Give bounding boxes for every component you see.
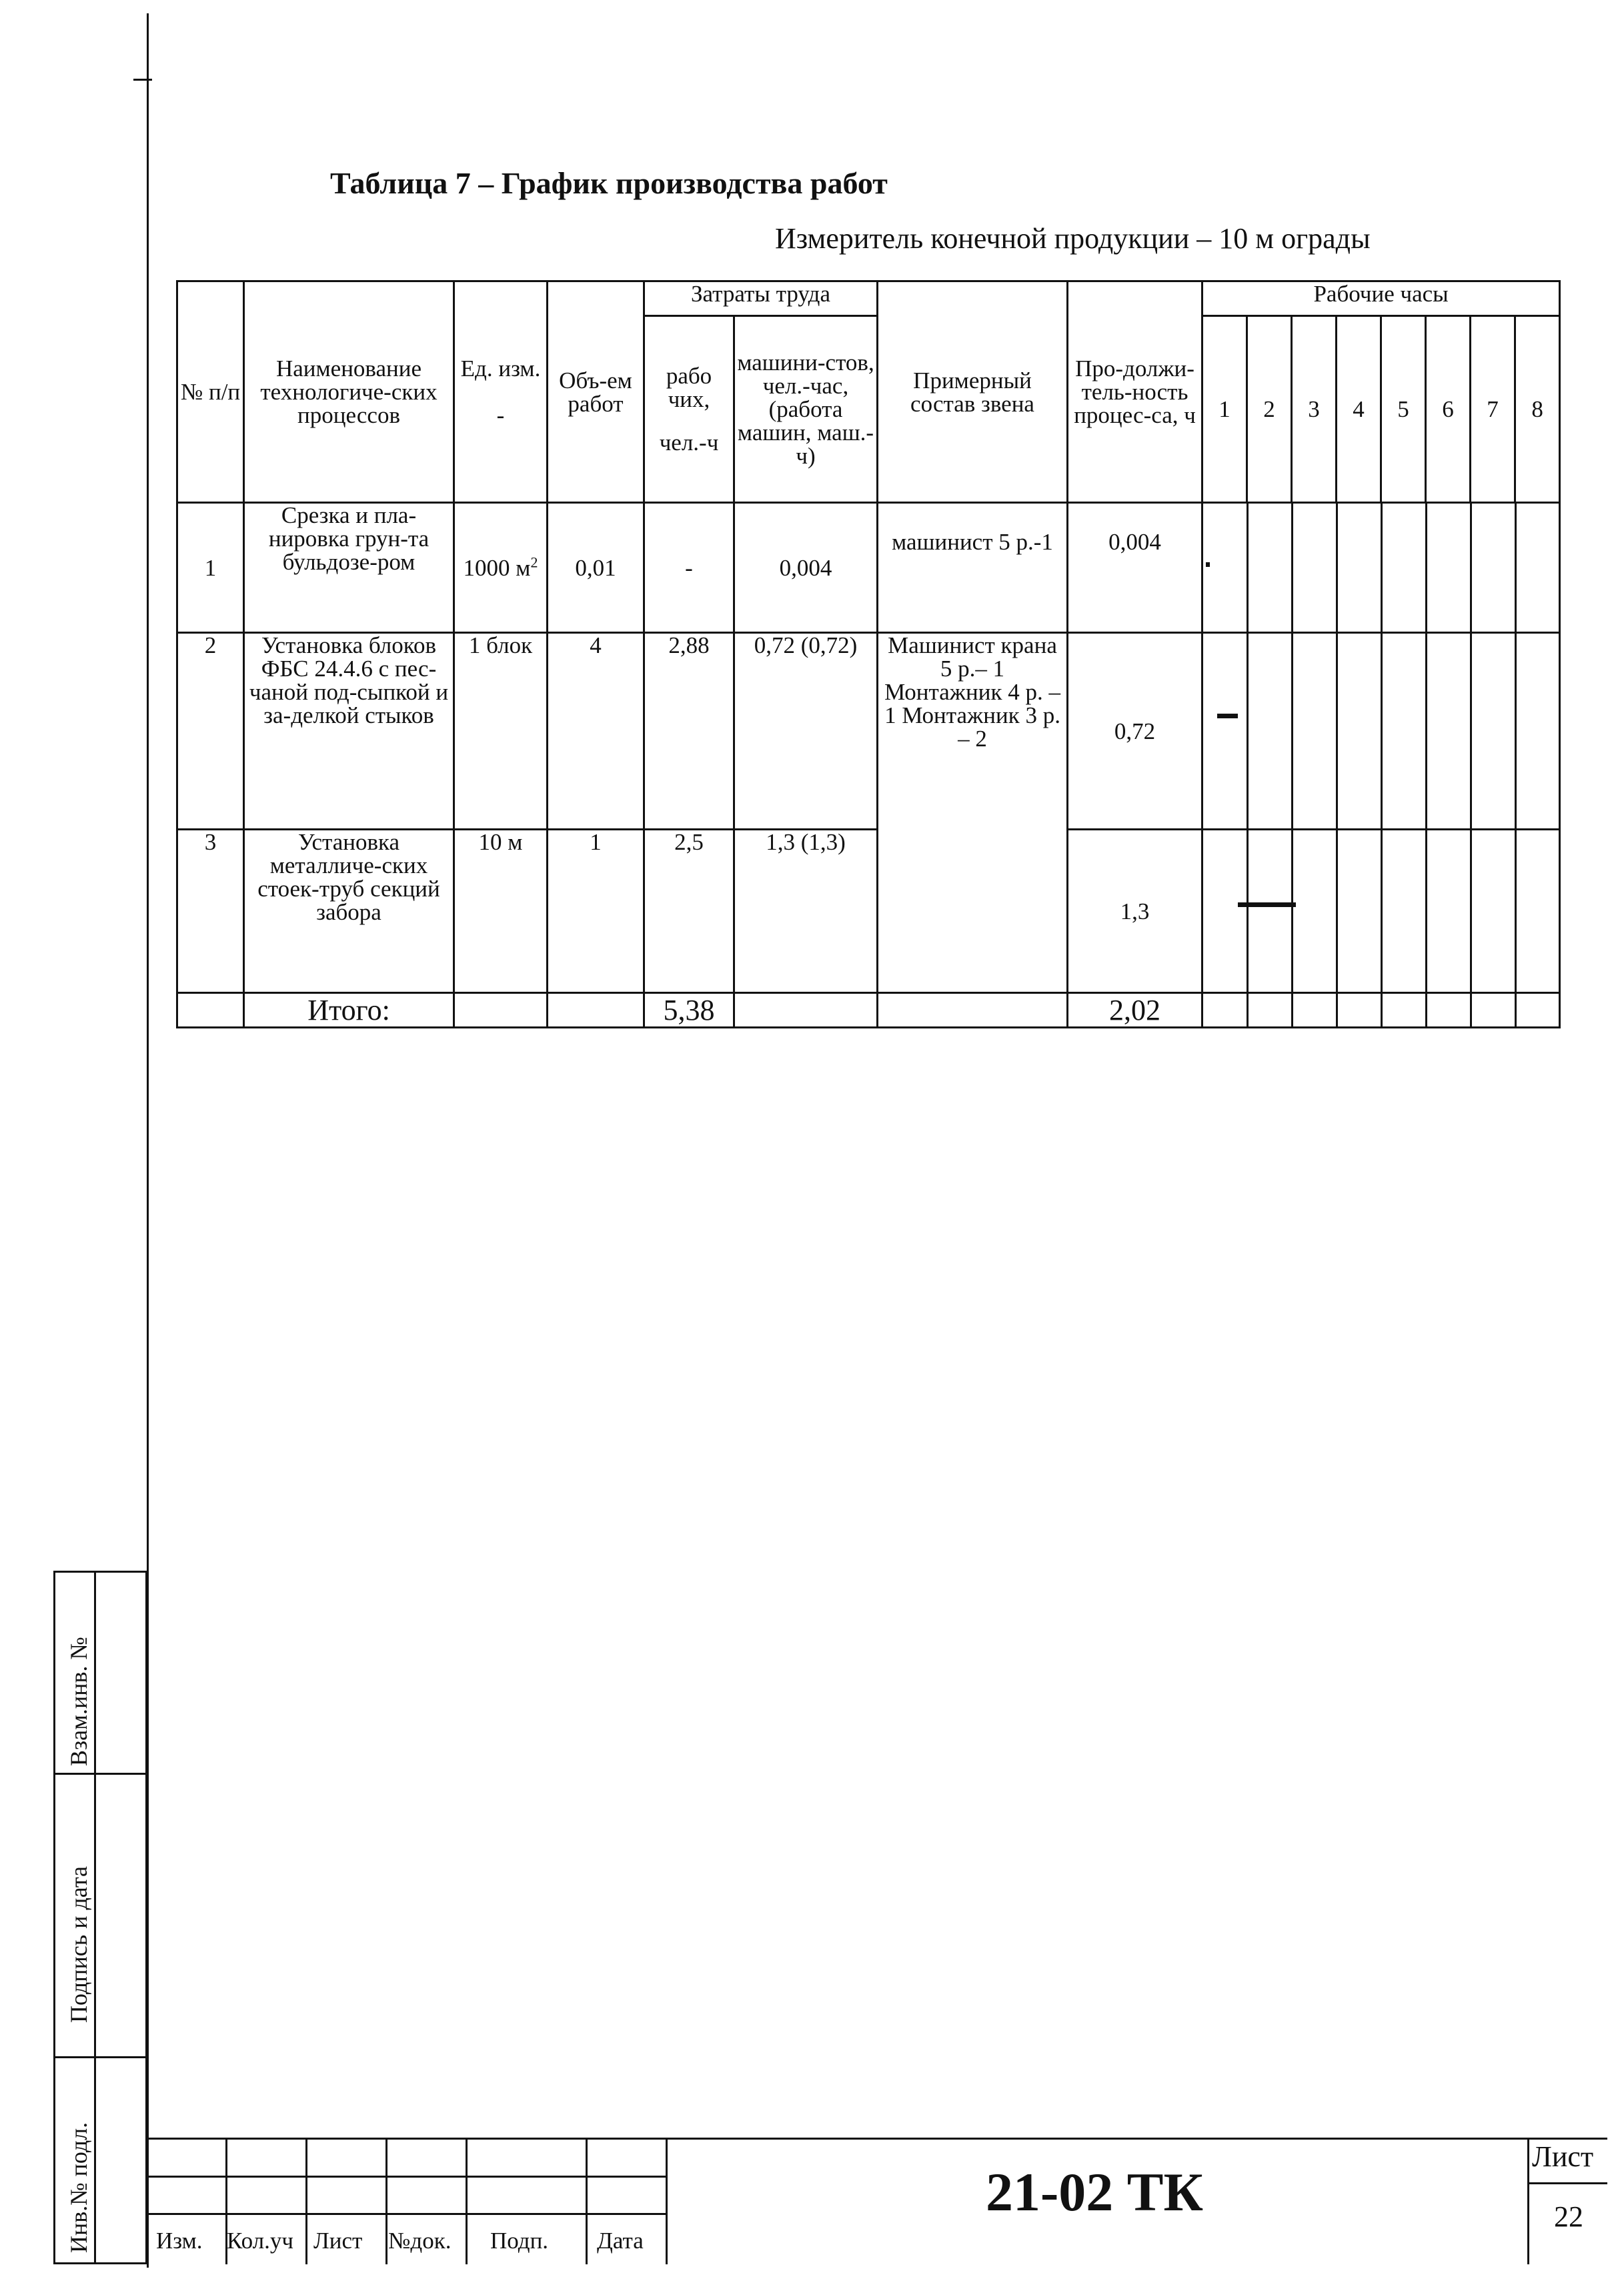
- row-machinists: 0,004: [734, 503, 878, 633]
- total-row: [177, 993, 1560, 1028]
- row-volume: 4: [548, 633, 644, 830]
- gantt-bar: [1217, 714, 1238, 718]
- row-crew: Машинист крана 5 р.– 1 Монтажник 4 р. – 1 Монтажник 3 р. – 2: [878, 633, 1068, 993]
- row-gantt-area: [1202, 633, 1560, 830]
- stamp-field-signature: Подпись и дата: [65, 1866, 92, 2023]
- header-hour-4: 4: [1337, 316, 1381, 503]
- header-labor-group: Затраты труда: [644, 281, 878, 316]
- hour-grid-line: [1470, 634, 1472, 828]
- hour-grid-line: [1515, 830, 1517, 992]
- table-title: Таблица 7 – График производства работ: [330, 166, 888, 200]
- document-code: 21-02 ТК: [986, 2162, 1203, 2222]
- row-workers: 2,5: [644, 830, 734, 993]
- tb-row-line: [1527, 2182, 1607, 2184]
- hour-grid-line: [1515, 634, 1517, 828]
- header-hour-7: 7: [1471, 316, 1515, 503]
- tb-col-line: [385, 2138, 387, 2264]
- total-crew: [878, 993, 1068, 1028]
- hour-grid-line: [1470, 830, 1472, 992]
- hour-grid-line: [1381, 634, 1383, 828]
- row-duration: 0,72: [1068, 633, 1202, 830]
- row-machinists: 0,72 (0,72): [734, 633, 878, 830]
- header-unit-dash: -: [496, 402, 505, 428]
- row-duration: 1,3: [1068, 830, 1202, 993]
- total-workers: 5,38: [644, 993, 734, 1028]
- total-volume: [548, 993, 644, 1028]
- hour-grid-line: [1381, 504, 1383, 632]
- header-hours-group: Рабочие часы: [1202, 281, 1560, 316]
- header-hour-3: 3: [1292, 316, 1337, 503]
- total-unit: [454, 993, 548, 1028]
- hour-grid-line: [1247, 504, 1249, 632]
- stamp-separator: [55, 1773, 147, 1775]
- frame-tick: [133, 79, 152, 81]
- hour-grid-line: [1291, 830, 1293, 992]
- row-name: Установка блоков ФБС 24.4.6 с пес-чаной под-сыпкой и за-делкой стыков: [244, 633, 454, 830]
- tb-col-count: Кол.уч: [227, 2228, 293, 2254]
- row-unit: 1 блок: [454, 633, 548, 830]
- row-gantt-area: [1202, 830, 1560, 993]
- hour-grid-line: [1336, 830, 1338, 992]
- tb-col-date: Дата: [597, 2228, 644, 2254]
- hour-grid-line: [1381, 830, 1383, 992]
- table-subtitle: Измеритель конечной продукции – 10 м ограды: [775, 222, 1371, 255]
- header-workers-label: рабо чих,: [666, 363, 712, 412]
- hour-grid-line: [1291, 504, 1293, 632]
- header-hour-8: 8: [1515, 316, 1560, 503]
- tb-col-signature: Подп.: [490, 2228, 549, 2254]
- row-unit: [454, 503, 548, 633]
- hour-grid-line: [1515, 504, 1517, 632]
- tb-row-line: [147, 2213, 667, 2215]
- tb-col-line: [666, 2138, 668, 2264]
- work-schedule-table: [176, 280, 1561, 1028]
- hour-grid-line: [1291, 994, 1293, 1026]
- row-volume: 1: [548, 830, 644, 993]
- row-gantt-area: [1202, 503, 1560, 633]
- margin-stamp: [53, 1571, 147, 2264]
- table-row: [177, 633, 1560, 830]
- row-num: 2: [177, 633, 244, 830]
- header-unit: [454, 281, 548, 503]
- row-workers: -: [644, 503, 734, 633]
- tb-col-docnum: №док.: [388, 2228, 452, 2254]
- tb-top-line: [147, 2138, 1607, 2140]
- tb-col-line: [1527, 2138, 1529, 2264]
- stamp-divider: [94, 1573, 96, 2262]
- row-crew: машинист 5 р.-1: [878, 503, 1068, 633]
- header-hour-6: 6: [1426, 316, 1471, 503]
- hour-grid-line: [1470, 504, 1472, 632]
- header-machinists: машини-стов, чел.-час, (работа машин, маш.-ч): [734, 316, 878, 503]
- tb-col-change: Изм.: [156, 2228, 203, 2254]
- hour-grid-line: [1425, 830, 1427, 992]
- hour-grid-line: [1381, 994, 1383, 1026]
- header-workers: [644, 316, 734, 503]
- row-name: Установка металличе-ских стоек-труб секций забора: [244, 830, 454, 993]
- gantt-bar: [1206, 562, 1210, 567]
- total-machinists: [734, 993, 878, 1028]
- hour-grid-line: [1336, 994, 1338, 1026]
- sheet-label: Лист: [1532, 2140, 1594, 2173]
- header-unit-label: Ед. изм.: [460, 355, 541, 382]
- row-unit-text: 1000 м: [463, 554, 531, 581]
- row-workers: 2,88: [644, 633, 734, 830]
- sheet-number: 22: [1554, 2200, 1583, 2233]
- row-name: Срезка и пла-нировка грун-та бульдозе-ром: [244, 503, 454, 633]
- total-num: [177, 993, 244, 1028]
- header-hour-5: 5: [1381, 316, 1426, 503]
- header-row-1: [177, 281, 1560, 316]
- stamp-field-replacement: Взам.инв. №: [65, 1637, 92, 1766]
- header-name: Наименование технологиче-ских процессов: [244, 281, 454, 503]
- header-workers-unit: чел.-ч: [659, 430, 719, 456]
- hour-grid-line: [1425, 994, 1427, 1026]
- row-num: 3: [177, 830, 244, 993]
- hour-grid-line: [1336, 504, 1338, 632]
- hour-grid-line: [1470, 994, 1472, 1026]
- header-hour-2: 2: [1247, 316, 1292, 503]
- stamp-field-inventory: Инв.№ подл.: [65, 2122, 92, 2253]
- hour-grid-line: [1425, 634, 1427, 828]
- total-duration: 2,02: [1068, 993, 1202, 1028]
- header-volume: Объ-ем работ: [548, 281, 644, 503]
- row-duration: 0,004: [1068, 503, 1202, 633]
- header-num: № п/п: [177, 281, 244, 503]
- row-volume: 0,01: [548, 503, 644, 633]
- row-unit: 10 м: [454, 830, 548, 993]
- tb-col-line: [466, 2138, 468, 2264]
- hour-grid-line: [1425, 504, 1427, 632]
- hour-grid-line: [1336, 634, 1338, 828]
- hour-grid-line: [1247, 634, 1249, 828]
- total-label: Итого:: [244, 993, 454, 1028]
- row-machinists: 1,3 (1,3): [734, 830, 878, 993]
- tb-col-line: [586, 2138, 588, 2264]
- tb-col-line: [305, 2138, 307, 2264]
- header-crew: Примерный состав звена: [878, 281, 1068, 503]
- hour-grid-line: [1247, 830, 1249, 992]
- hour-grid-line: [1247, 994, 1249, 1026]
- row-unit-sup: 2: [530, 553, 538, 570]
- tb-row-line: [147, 2176, 667, 2178]
- header-hour-1: 1: [1202, 316, 1247, 503]
- table-row: [177, 503, 1560, 633]
- row-num: 1: [177, 503, 244, 633]
- hour-grid-line: [1515, 994, 1517, 1026]
- tb-col-sheet: Лист: [313, 2228, 363, 2254]
- total-gantt-area: [1202, 993, 1560, 1028]
- stamp-separator: [55, 2056, 147, 2058]
- table-row: [177, 830, 1560, 993]
- gantt-bar: [1238, 902, 1296, 907]
- header-duration: Про-должи-тель-ность процес-са, ч: [1068, 281, 1202, 503]
- hour-grid-line: [1291, 634, 1293, 828]
